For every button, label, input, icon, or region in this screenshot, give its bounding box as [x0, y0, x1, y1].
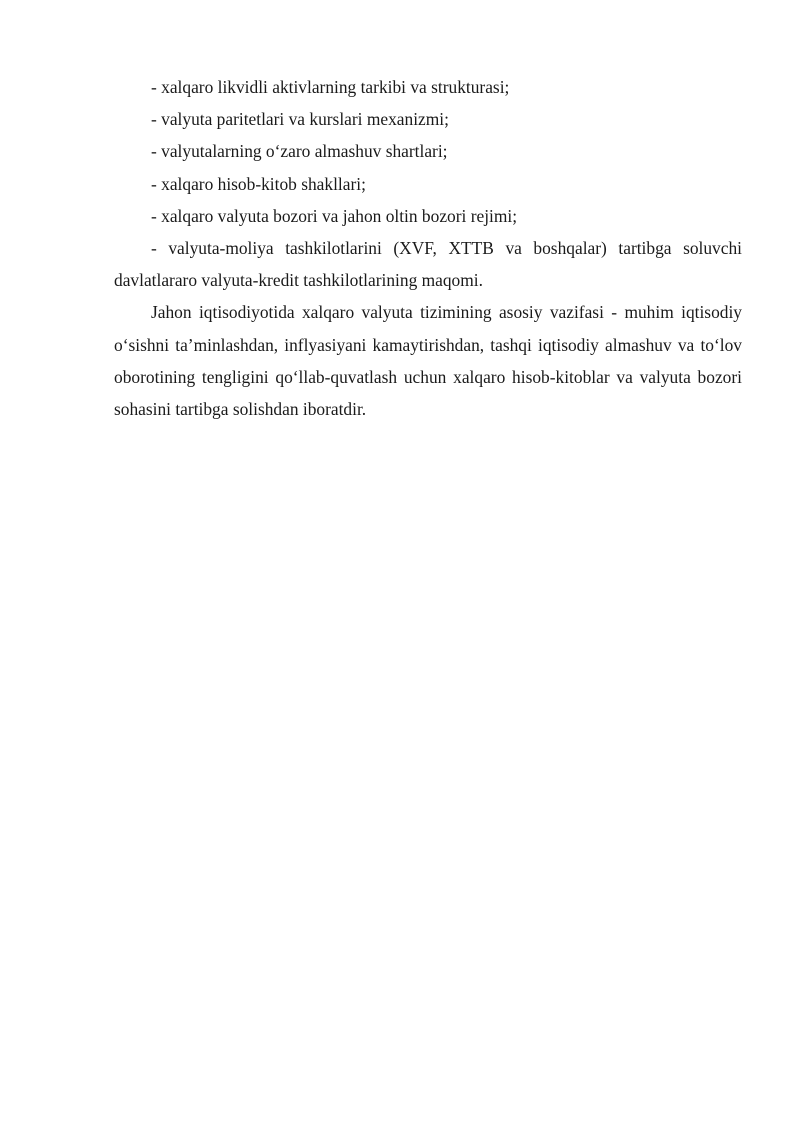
list-item: - xalqaro likvidli aktivlarning tarkibi va strukturasi;	[151, 77, 510, 97]
paragraph-organizations: - valyuta-moliya tashkilotlarini (XVF, XTTB va boshqalar) tartibga soluvchi davlatlararo valyuta-kredit tashkilotlarining maqomi.	[114, 238, 742, 291]
list-item: - xalqaro valyuta bozori va jahon oltin bozori rejimi;	[151, 205, 518, 226]
list-item: - valyuta paritetlari va kurslari mexanizmi;	[151, 109, 449, 130]
document-body	[114, 71, 742, 425]
list-item: - xalqaro hisob-kitob shakllari;	[151, 173, 366, 194]
paragraph-main-function: Jahon iqtisodiyotida xalqaro valyuta tizimining asosiy vazifasi - muhim iqtisodiy o‘sishni ta’minlashdan, inflyasiyani kamaytirishdan, tashqi iqtisodiy almashuv va to‘lov oborotining tengligini qo‘llab-quvatlash uchun xalqaro hisob-kitoblar va valyuta bozori sohasini tartibga solishdan iboratdir.	[114, 302, 742, 420]
list-item: - valyutalarning o‘zaro almashuv shartlari;	[151, 141, 448, 162]
